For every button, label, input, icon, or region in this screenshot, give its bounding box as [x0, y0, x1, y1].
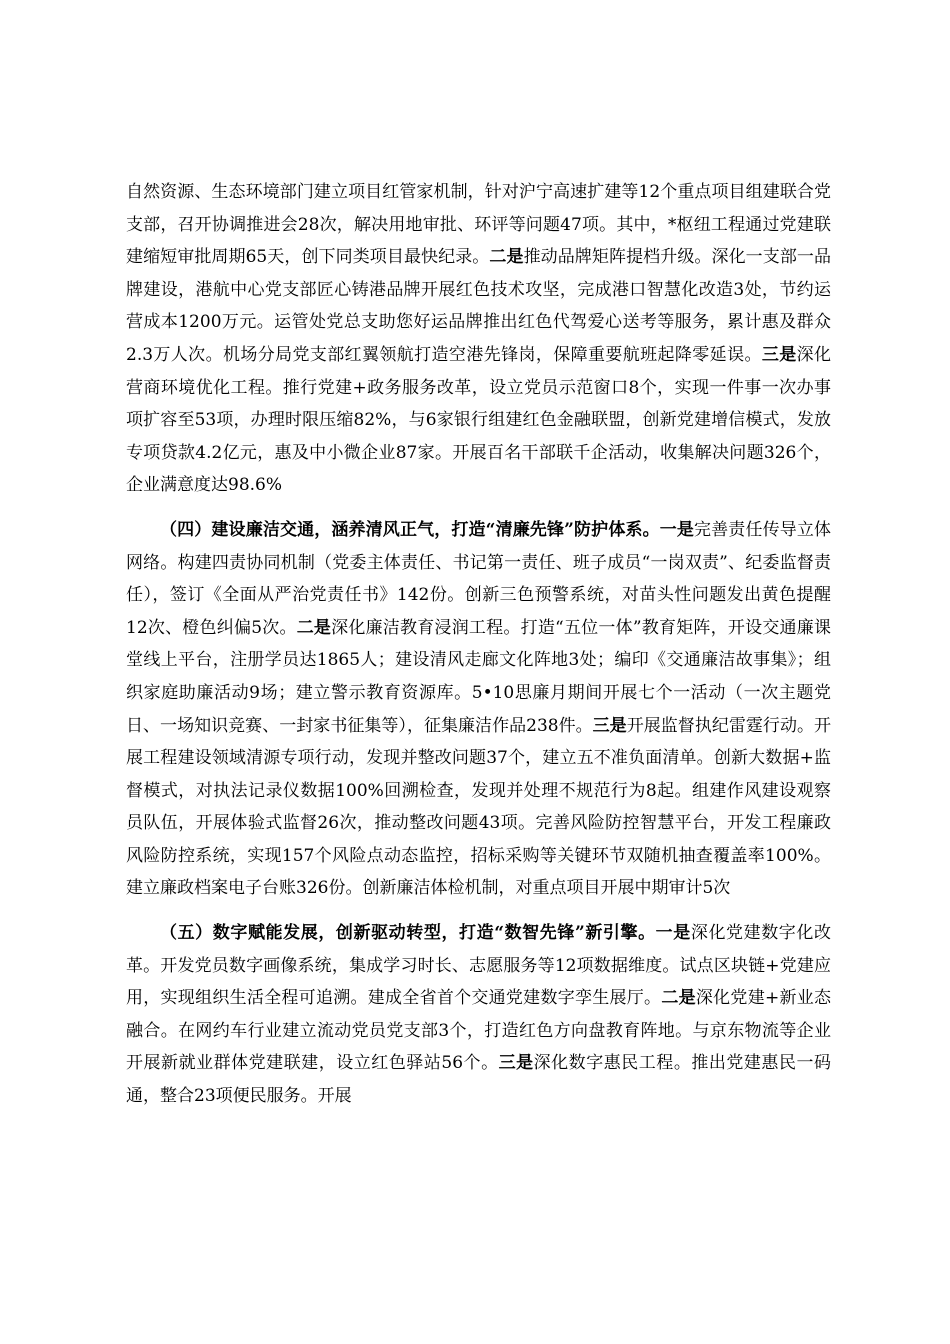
- para1-seg5: 深化营商环境优化工程。推行党建+政务服务改革，设立党员示范窗口8个，实现一件事一次办事项扩容至53项，办理时限压缩82%，与6家银行组建红色金融联盟，创新党建增信模式，发放专项贷款4.2亿元，惠及中小微企业87家。开展百名干部联千企活动，收集解决问题326个，企业满意度达98.6%: [126, 344, 832, 496]
- paragraph-4-clean-transport: [126, 514, 831, 905]
- para3-marker-3: 三是: [498, 1053, 534, 1074]
- para1-marker-2: 二是: [489, 247, 524, 268]
- para2-marker-3: 三是: [592, 715, 627, 736]
- para3-seg2: 深化党建数字化改革。开发党员数字画像系统，集成学习时长、志愿服务等12项数据维度。试点区块链+党建应用，实现组织生活全程可追溯。建成全省首个交通党建数字孪生展厅。: [126, 923, 831, 1009]
- para3-seg4: 深化党建+新业态融合。在网约车行业建立流动党员党支部3个，打造红色方向盘教育阵地。与京东物流等企业开展新就业群体党建联建，设立红色驿站56个。: [126, 988, 832, 1074]
- para1-seg1: 自然资源、生态环境部门建立项目红管家机制，针对沪宁高速扩建等12个重点项目组建联合党支部，召开协调推进会28次，解决用地审批、环评等问题47项。其中，*枢纽工程通过党建联建缩短审批周期65天，创下同类项目最快纪录。: [126, 182, 831, 268]
- section-4-heading: （四）建设廉洁交通，涵养清风正气，打造“清廉先锋”防护体系。一是: [160, 519, 695, 540]
- paragraph-5-digital-empowerment: [126, 917, 831, 1113]
- para2-seg6: 开展监督执纪雷霆行动。开展工程建设领域清源专项行动，发现并整改问题37个，建立五不准负面清单。创新大数据+监督模式，对执法记录仪数据100%回溯检查，发现并处理不规范行为8起。组建作风建设观察员队伍，开展体验式监督26次，推动整改问题43项。完善风险防控智慧平台，开发工程廉政风险防控系统，实现157个风险点动态监控，招标采购等关键环节双随机抽查覆盖率100%。建立廉政档案电子台账326份。创新廉洁体检机制，对重点项目开展中期审计5次: [126, 715, 832, 899]
- para1-seg3: 推动品牌矩阵提档升级。深化一支部一品牌建设，港航中心党支部匠心铸港品牌开展红色技术攻坚，完成港口智慧化改造3处，节约运营成本1200万元。运管处党总支助您好运品牌推出红色代驾爱心送考等服务，累计惠及群众2.3万人次。机场分局党支部红翼领航打造空港先锋岗，保障重要航班起降零延误。: [126, 247, 832, 365]
- para3-seg6: 深化数字惠民工程。推出党建惠民一码通，整合23项便民服务。开展: [126, 1053, 831, 1107]
- para1-marker-3: 三是: [761, 344, 797, 365]
- paragraph-3-continued: [126, 176, 831, 502]
- para2-seg4: 深化廉洁教育浸润工程。打造“五位一体”教育矩阵，开设交通廉课堂线上平台，注册学员达1865人；建设清风走廊文化阵地3处；编印《交通廉洁故事集》；组织家庭助廉活动9场；建立警示教育资源库。5•10思廉月期间开展七个一活动（一次主题党日、一场知识竞赛、一封家书征集等），征集廉洁作品238件。: [126, 617, 831, 736]
- para2-marker-2: 二是: [296, 617, 332, 638]
- document-page: [126, 176, 831, 1113]
- para2-seg2: 完善责任传导立体网络。构建四责协同机制（党委主体责任、书记第一责任、班子成员“一岗双责”、纪委监督责任），签订《全面从严治党责任书》142份。创新三色预警系统，对苗头性问题发出黄色提醒12次、橙色纠偏5次。: [126, 519, 832, 638]
- para3-marker-2: 二是: [661, 988, 696, 1009]
- section-5-heading: （五）数字赋能发展，创新驱动转型，打造“数智先锋”新引擎。一是: [160, 923, 691, 944]
